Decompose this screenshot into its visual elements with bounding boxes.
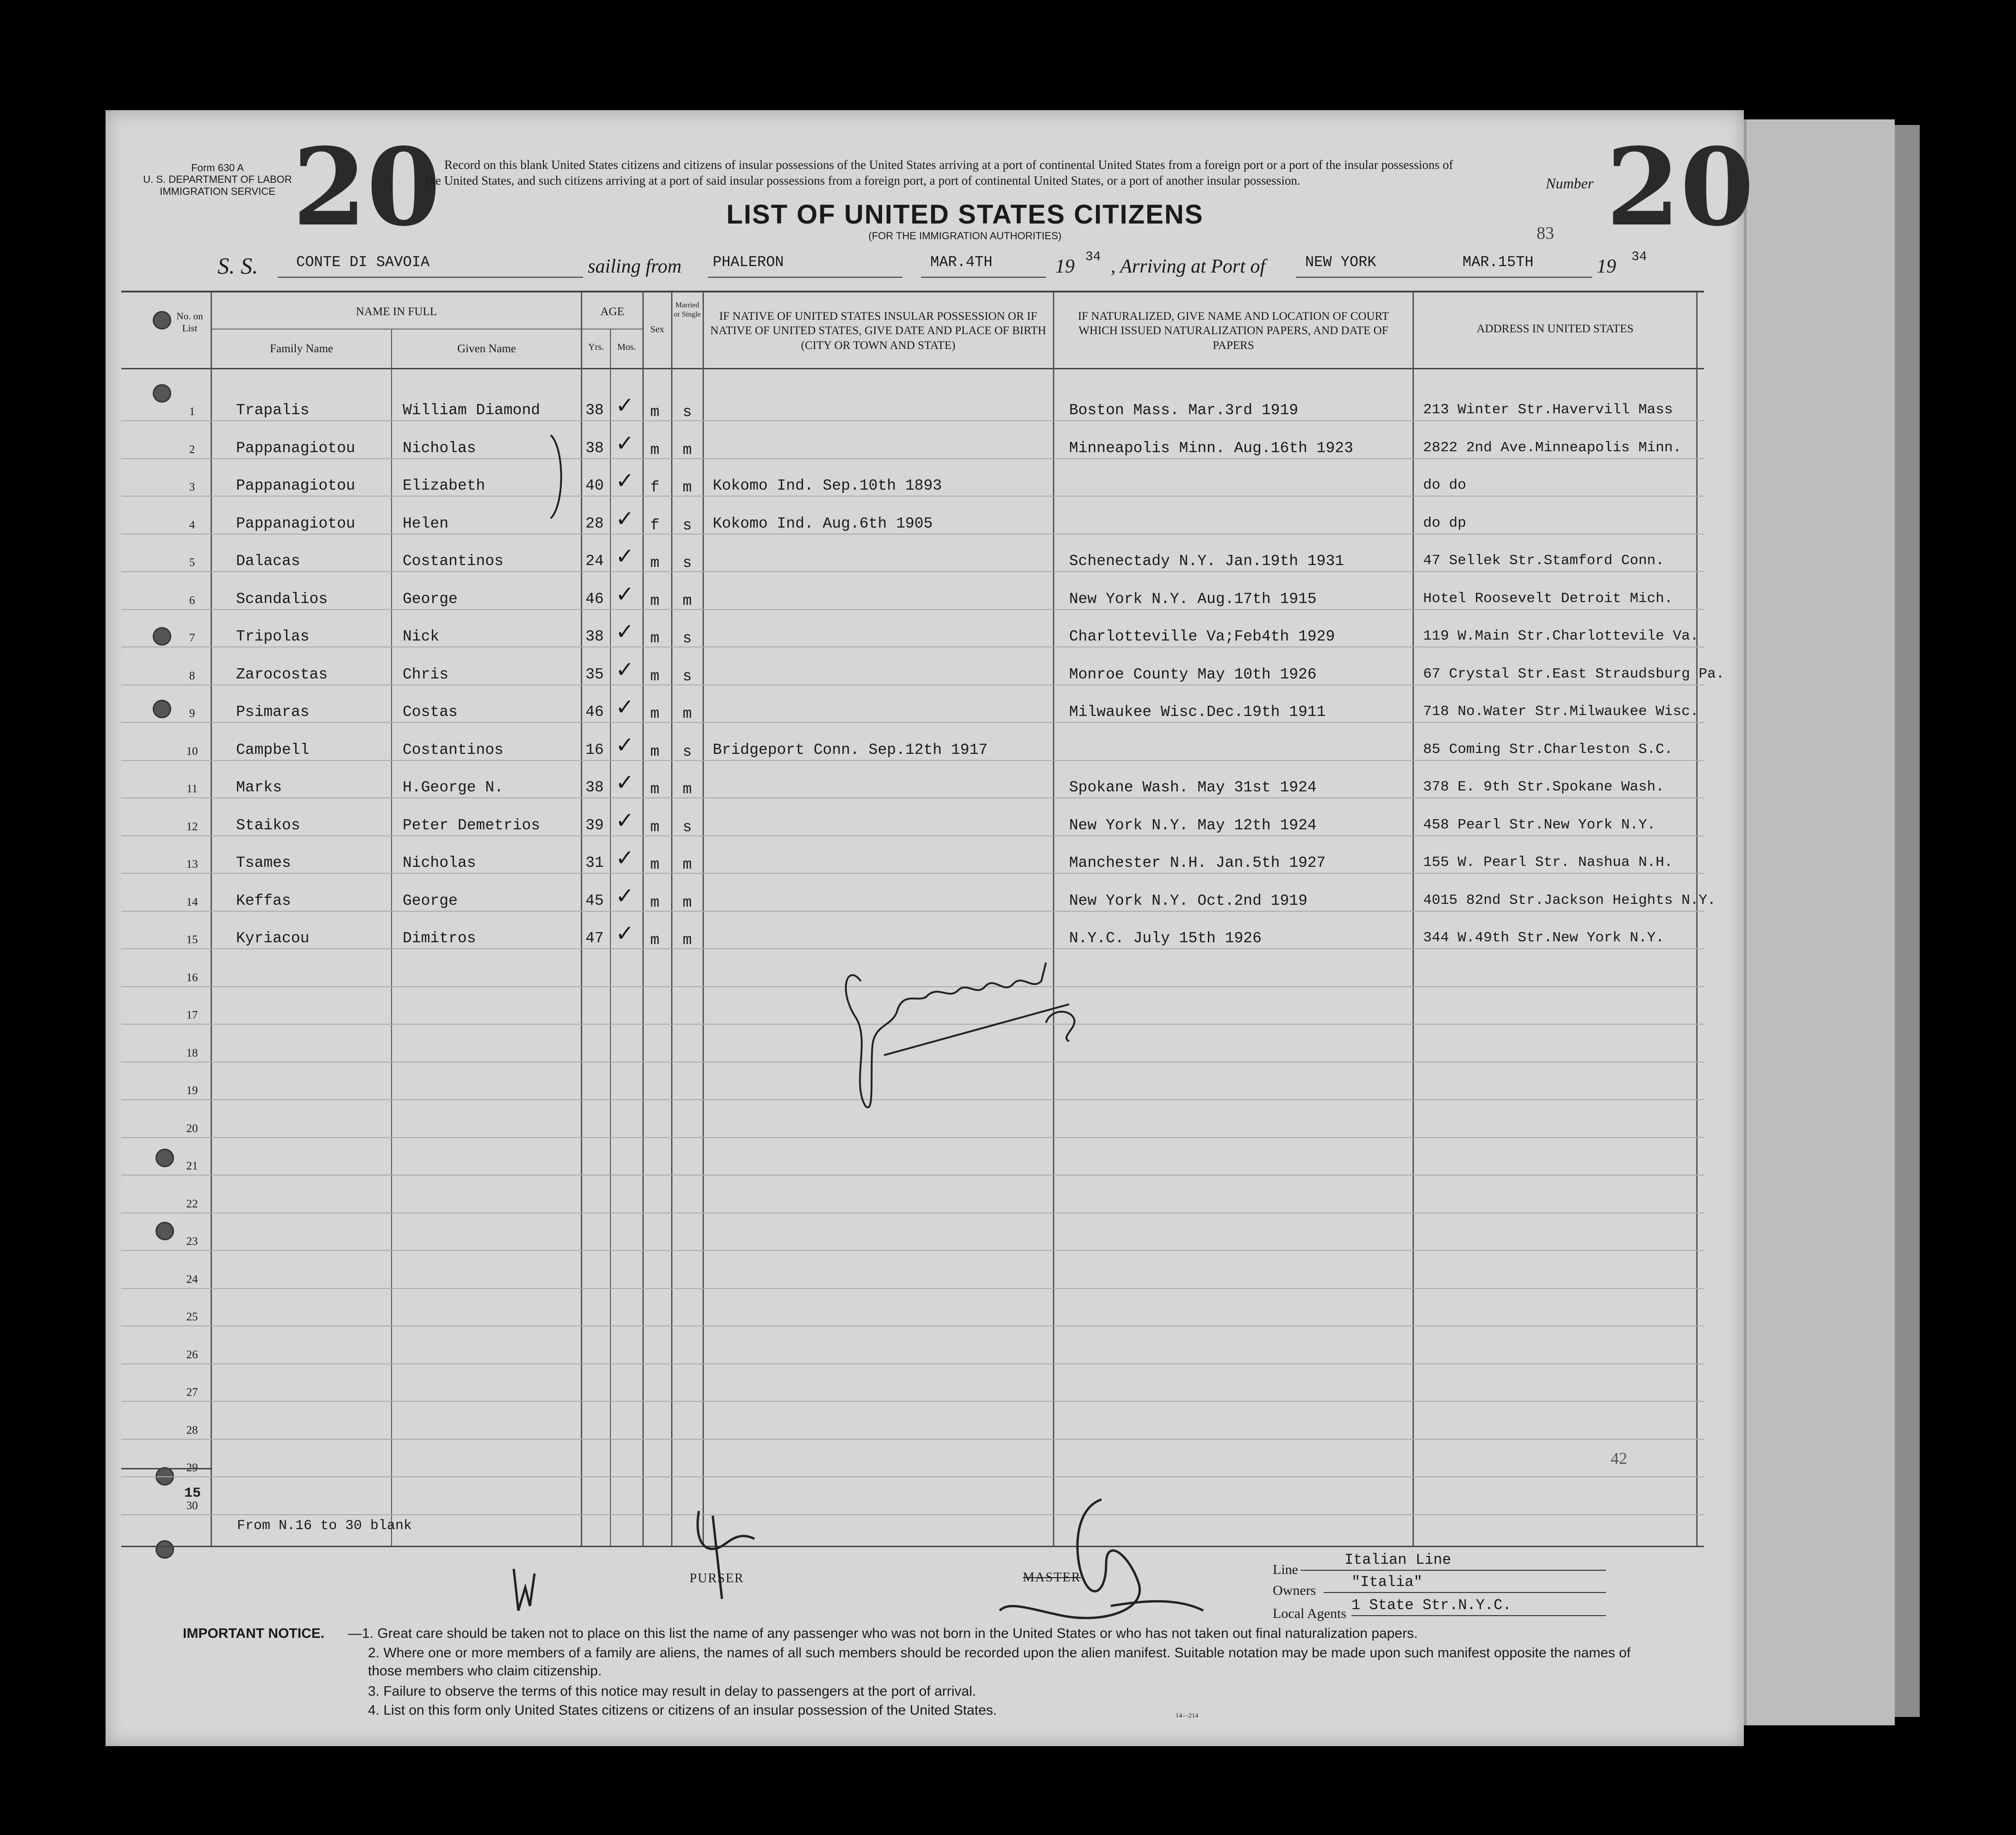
row-rule (121, 722, 1704, 723)
birth-place-date: Kokomo Ind. Sep.10th 1893 (713, 477, 942, 494)
sail-date-underline (921, 277, 1046, 278)
sex: m (650, 705, 660, 722)
row-number: 8 (189, 669, 195, 682)
master-label: MASTER (1023, 1570, 1081, 1585)
sail-date: MAR.4TH (930, 254, 993, 271)
naturalization-court: Minneapolis Minn. Aug.16th 1923 (1069, 439, 1353, 457)
notice-label: IMPORTANT NOTICE. (183, 1626, 325, 1641)
total-count: 15 (184, 1486, 201, 1501)
form-number-left: 20 (292, 125, 441, 250)
us-address: 458 Pearl Str.New York N.Y. (1423, 816, 1656, 833)
row-rule (121, 1363, 1704, 1364)
row-rule (121, 873, 1704, 874)
owners-value: "Italia" (1351, 1574, 1423, 1591)
sex: m (650, 441, 660, 459)
us-address: 119 W.Main Str.Charlottevile Va. (1423, 628, 1699, 644)
row-rule (121, 1250, 1704, 1251)
marital-status: m (683, 705, 692, 722)
marital-status: s (683, 630, 692, 647)
agents-label: Local Agents (1273, 1606, 1347, 1621)
col-married-single: Married or Single (673, 301, 701, 318)
us-address: 47 Sellek Str.Stamford Conn. (1423, 553, 1664, 569)
row-number: 3 (189, 481, 195, 493)
check-mark: ✓ (616, 468, 635, 494)
col-divider (703, 292, 704, 1546)
row-number: 28 (186, 1424, 198, 1437)
sex: m (650, 404, 660, 421)
sex: m (650, 856, 660, 873)
arrival-port: NEW YORK (1305, 254, 1376, 271)
col-divider (642, 292, 644, 1546)
row-rule (121, 684, 1704, 685)
blank-note: From N.16 to 30 blank (237, 1518, 412, 1534)
us-address: 2822 2nd Ave.Minneapolis Minn. (1423, 439, 1682, 456)
age-years: 47 (585, 930, 604, 947)
age-years: 46 (585, 703, 604, 721)
age-subrule (582, 329, 642, 330)
us-address: 213 Winter Str.Havervill Mass (1423, 402, 1673, 418)
owners-label: Owners (1273, 1583, 1316, 1598)
marital-status: s (683, 667, 692, 685)
us-address: 67 Crystal Str.East Straudsburg Pa. (1423, 666, 1725, 682)
header-bottom-rule (121, 368, 1704, 369)
marital-status: m (683, 894, 692, 911)
purser-signature (685, 1502, 768, 1604)
row-number: 17 (186, 1009, 198, 1021)
inspector-signature (828, 953, 1115, 1125)
age-years: 28 (585, 515, 604, 532)
sex: m (650, 554, 660, 572)
row-number: 23 (186, 1235, 198, 1248)
birth-place-date: Kokomo Ind. Aug.6th 1905 (713, 515, 933, 532)
line-label: Line (1273, 1562, 1298, 1577)
col-sex: Sex (650, 324, 664, 335)
table-top-rule (121, 291, 1704, 292)
given-name: Elizabeth (403, 477, 485, 494)
row-number: 4 (189, 518, 195, 531)
given-name: George (403, 590, 458, 608)
col-mos: Mos. (617, 342, 636, 352)
marital-status: m (683, 932, 692, 949)
sex: m (650, 592, 660, 610)
row-number: 14 (186, 896, 198, 908)
check-mark: ✓ (616, 430, 635, 456)
age-years: 38 (585, 779, 604, 796)
marital-status: s (683, 404, 692, 421)
check-mark: ✓ (616, 619, 635, 645)
row-number: 22 (186, 1197, 198, 1210)
given-name: George (403, 892, 458, 909)
family-name: Staikos (236, 816, 300, 834)
age-years: 40 (585, 477, 604, 494)
given-name: Costantinos (403, 553, 504, 570)
row-number: 2 (189, 443, 195, 456)
us-address: 378 E. 9th Str.Spokane Wash. (1423, 779, 1664, 795)
naturalization-court: New York N.Y. Aug.17th 1915 (1069, 590, 1317, 608)
marital-status: m (683, 856, 692, 873)
row-number: 27 (186, 1386, 198, 1399)
arrival-date: MAR.15TH (1462, 254, 1534, 271)
year-1: 34 (1085, 250, 1101, 264)
row-rule (121, 534, 1704, 535)
row-rule (121, 760, 1704, 761)
sex: m (650, 743, 660, 760)
service: IMMIGRATION SERVICE (160, 185, 275, 197)
check-mark: ✓ (616, 581, 635, 607)
given-name: Helen (403, 515, 449, 532)
purser-label: PURSER (690, 1571, 744, 1586)
us-address: do do (1423, 477, 1467, 493)
row-rule (121, 1325, 1704, 1326)
department: U. S. DEPARTMENT OF LABOR (143, 174, 292, 186)
year-2: 34 (1631, 250, 1647, 264)
family-name: Pappanagiotou (236, 439, 355, 457)
naturalization-court: Charlotteville Va;Feb4th 1929 (1069, 628, 1335, 645)
naturalization-court: New York N.Y. May 12th 1924 (1069, 816, 1317, 834)
birth-place-date: Bridgeport Conn. Sep.12th 1917 (713, 741, 988, 759)
ship-underline (278, 277, 583, 278)
row-number: 19 (186, 1084, 198, 1097)
age-years: 38 (585, 439, 604, 457)
row-rule (121, 1476, 1704, 1477)
col-no: No. on List (176, 311, 203, 334)
row-rule (121, 797, 1704, 798)
arriving-label: , Arriving at Port of (1111, 256, 1266, 277)
row-number: 24 (186, 1273, 198, 1286)
page-subtitle: (FOR THE IMMIGRATION AUTHORITIES) (868, 230, 1062, 242)
notice-3: 3. Failure to observe the terms of this notice may result in delay to passengers at the port of arrival. (368, 1684, 976, 1699)
ss-label: S. S. (218, 253, 258, 279)
total-rule (121, 1468, 212, 1469)
row-rule (121, 1439, 1704, 1440)
row-rule (121, 1514, 1704, 1515)
marital-status: m (683, 592, 692, 610)
row-rule (121, 1401, 1704, 1402)
us-address: 155 W. Pearl Str. Nashua N.H. (1423, 854, 1673, 871)
sex: m (650, 932, 660, 949)
row-number: 16 (186, 971, 198, 984)
row-number: 9 (189, 707, 195, 720)
naturalization-court: Spokane Wash. May 31st 1924 (1069, 779, 1317, 796)
page-stack-shadow (1892, 125, 1920, 1717)
family-name: Tsames (236, 854, 291, 871)
row-number: 18 (186, 1046, 198, 1059)
notice-2: 2. Where one or more members of a family are aliens, the names of all such members should be recorded upon the alien manifest. Suitable notation may be made upon such manifest opposite the names of those members who claim citizenship. (368, 1645, 1631, 1679)
table-bottom-rule (121, 1546, 1704, 1547)
naturalization-court: Schenectady N.Y. Jan.19th 1931 (1069, 553, 1344, 570)
check-mark: ✓ (616, 505, 635, 532)
check-mark: ✓ (616, 392, 635, 418)
sailing-from: PHALERON (713, 254, 784, 271)
family-name: Campbell (236, 741, 310, 759)
age-years: 38 (585, 628, 604, 645)
naturalization-court: Milwaukee Wisc.Dec.19th 1911 (1069, 703, 1326, 721)
page-stack-edge (1744, 119, 1895, 1725)
naturalization-court: Monroe County May 10th 1926 (1069, 666, 1317, 683)
marital-status: s (683, 743, 692, 760)
given-name: Peter Demetrios (403, 816, 541, 834)
row-number: 15 (186, 933, 198, 946)
row-number: 13 (186, 858, 198, 871)
sailing-label: sailing from (588, 256, 682, 277)
col-divider (1696, 292, 1698, 1546)
check-mark: ✓ (616, 807, 635, 834)
sailing-underline (708, 277, 902, 278)
row-rule (121, 948, 1704, 949)
line-underline (1300, 1570, 1606, 1571)
family-name: Keffas (236, 892, 291, 909)
row-number: 30 (186, 1499, 198, 1512)
notice-4: 4. List on this form only United States citizens or citizens of an insular possession of the United States. (368, 1703, 997, 1718)
check-mark: ✓ (616, 770, 635, 796)
row-number: 10 (186, 745, 198, 758)
us-address: 718 No.Water Str.Milwaukee Wisc. (1423, 703, 1699, 720)
check-mark: ✓ (616, 883, 635, 909)
family-name: Marks (236, 779, 282, 796)
given-name: Nicholas (403, 854, 476, 871)
row-number: 21 (186, 1160, 198, 1172)
row-number: 6 (189, 594, 195, 607)
row-rule (121, 496, 1704, 497)
age-years: 39 (585, 816, 604, 834)
col-age: AGE (600, 305, 624, 318)
check-mark: ✓ (616, 845, 635, 871)
row-number: 12 (186, 820, 198, 833)
row-rule (121, 1288, 1704, 1289)
sex: f (650, 516, 660, 534)
family-name: Trapalis (236, 402, 310, 419)
row-rule (121, 571, 1704, 572)
naturalization-court: N.Y.C. July 15th 1926 (1069, 930, 1262, 947)
row-number: 20 (186, 1122, 198, 1135)
instructions: Record on this blank United States citizens and citizens of insular possessions of the United States arriving at a port of continental United States from a foreign port or a port of the insular possessions of the United States, and such citizens arriving at a port of said insular possessions from a foreign port, a port of continental United States, or a port of another insular possession. (426, 158, 1453, 187)
naturalization-court: Manchester N.H. Jan.5th 1927 (1069, 854, 1326, 871)
age-years: 46 (585, 590, 604, 608)
family-name: Scandalios (236, 590, 328, 608)
punch-hole (153, 384, 171, 403)
row-rule (121, 609, 1704, 610)
sex: m (650, 630, 660, 647)
given-name: Costas (403, 703, 458, 721)
age-years: 38 (585, 402, 604, 419)
given-name: Nicholas (403, 439, 476, 457)
sex: m (650, 781, 660, 798)
given-name: William Diamond (403, 402, 541, 419)
age-years: 31 (585, 854, 604, 871)
col-naturalized: IF NATURALIZED, GIVE NAME AND LOCATION OF COURT WHICH ISSUED NATURALIZATION PAPERS, AND DATE OF PAPERS (1077, 310, 1389, 352)
check-mark: ✓ (616, 921, 635, 946)
given-name: Dimitros (403, 930, 476, 947)
col-name-in-full: NAME IN FULL (356, 305, 437, 318)
given-name: H.George N. (403, 779, 504, 796)
row-number: 7 (189, 632, 195, 644)
page-mark: 83 (1537, 224, 1554, 243)
name-subrule (212, 329, 582, 330)
family-name: Dalacas (236, 553, 300, 570)
col-birth: IF NATIVE OF UNITED STATES INSULAR POSSESSION OR IF NATIVE OF UNITED STATES, GIVE DATE AND PLACE OF BIRTH (CITY OR TOWN AND STATE) (710, 310, 1046, 352)
given-name: Chris (403, 666, 449, 683)
row-number: 1 (189, 405, 195, 418)
sex: m (650, 818, 660, 836)
col-divider (1412, 292, 1414, 1546)
year-label-1: 19 (1055, 256, 1075, 277)
age-years: 35 (585, 666, 604, 683)
row-rule (121, 1137, 1704, 1138)
agents-value: 1 State Str.N.Y.C. (1351, 1597, 1512, 1614)
margin-mark: 42 (1611, 1449, 1627, 1468)
row-rule (121, 911, 1704, 912)
marital-status: s (683, 554, 692, 572)
age-years: 24 (585, 553, 604, 570)
sex: m (650, 894, 660, 911)
punch-hole (153, 311, 171, 330)
line-value: Italian Line (1344, 1551, 1451, 1568)
form-id-block (139, 162, 296, 197)
row-rule (121, 1175, 1704, 1176)
punch-hole (153, 700, 171, 718)
punch-hole (156, 1540, 174, 1559)
sex: f (650, 479, 660, 496)
row-rule (121, 835, 1704, 836)
check-mark: ✓ (616, 732, 635, 758)
arrival-underline (1296, 277, 1592, 278)
form-number-right: 20 (1606, 125, 1755, 250)
check-mark: ✓ (616, 694, 635, 720)
row-rule (121, 420, 1704, 421)
us-address: 344 W.49th Str.New York N.Y. (1423, 930, 1664, 946)
check-mark: ✓ (616, 656, 635, 683)
family-name: Kyriacou (236, 930, 310, 947)
row-number: 11 (186, 783, 198, 795)
naturalization-court: Boston Mass. Mar.3rd 1919 (1069, 402, 1299, 419)
col-divider (671, 292, 672, 1546)
row-number: 26 (186, 1348, 198, 1361)
us-address: Hotel Roosevelt Detroit Mich. (1423, 590, 1673, 607)
page-title: LIST OF UNITED STATES CITIZENS (726, 199, 1204, 230)
family-bracket (546, 430, 574, 523)
punch-hole (153, 627, 171, 646)
given-name: Costantinos (403, 741, 504, 759)
family-name: Zarocostas (236, 666, 328, 683)
marital-status: m (683, 441, 692, 459)
check-mark: ✓ (616, 543, 635, 569)
col-divider (1053, 292, 1054, 1546)
us-address: do dp (1423, 515, 1467, 531)
age-years: 45 (585, 892, 604, 909)
naturalization-court: New York N.Y. Oct.2nd 1919 (1069, 892, 1307, 909)
marital-status: m (683, 781, 692, 798)
us-address: 4015 82nd Str.Jackson Heights N.Y. (1423, 892, 1716, 908)
form-id: Form 630 A (191, 162, 244, 174)
col-divider (581, 292, 582, 1546)
col-address: ADDRESS IN UNITED STATES (1476, 323, 1634, 335)
ship-name: CONTE DI SAVOIA (296, 254, 430, 271)
owners-underline (1324, 1592, 1606, 1593)
given-name: Nick (403, 628, 440, 645)
number-label: Number (1546, 175, 1594, 192)
family-name: Pappanagiotou (236, 477, 355, 494)
agents-underline (1351, 1615, 1606, 1616)
marital-status: s (683, 818, 692, 836)
row-number: 5 (189, 556, 195, 569)
master-signature (990, 1490, 1213, 1634)
marital-status: m (683, 479, 692, 496)
row-rule (121, 458, 1704, 459)
col-given-name: Given Name (457, 342, 516, 355)
us-address: 85 Coming Str.Charleston S.C. (1423, 741, 1673, 758)
col-family-name: Family Name (270, 342, 333, 355)
family-name: Tripolas (236, 628, 310, 645)
handwritten-mark (509, 1564, 537, 1615)
row-number: 25 (186, 1311, 198, 1323)
col-yrs: Yrs. (588, 342, 604, 352)
sex: m (650, 667, 660, 685)
marital-status: s (683, 516, 692, 534)
family-name: Psimaras (236, 703, 310, 721)
notice-1: —1. Great care should be taken not to place on this list the name of any passenger who was not born in the United States or who has not taken out final naturalization papers. (348, 1626, 1418, 1641)
age-years: 16 (585, 741, 604, 759)
print-code: 14—214 (1176, 1712, 1198, 1719)
year-label-2: 19 (1597, 256, 1616, 277)
family-name: Pappanagiotou (236, 515, 355, 532)
